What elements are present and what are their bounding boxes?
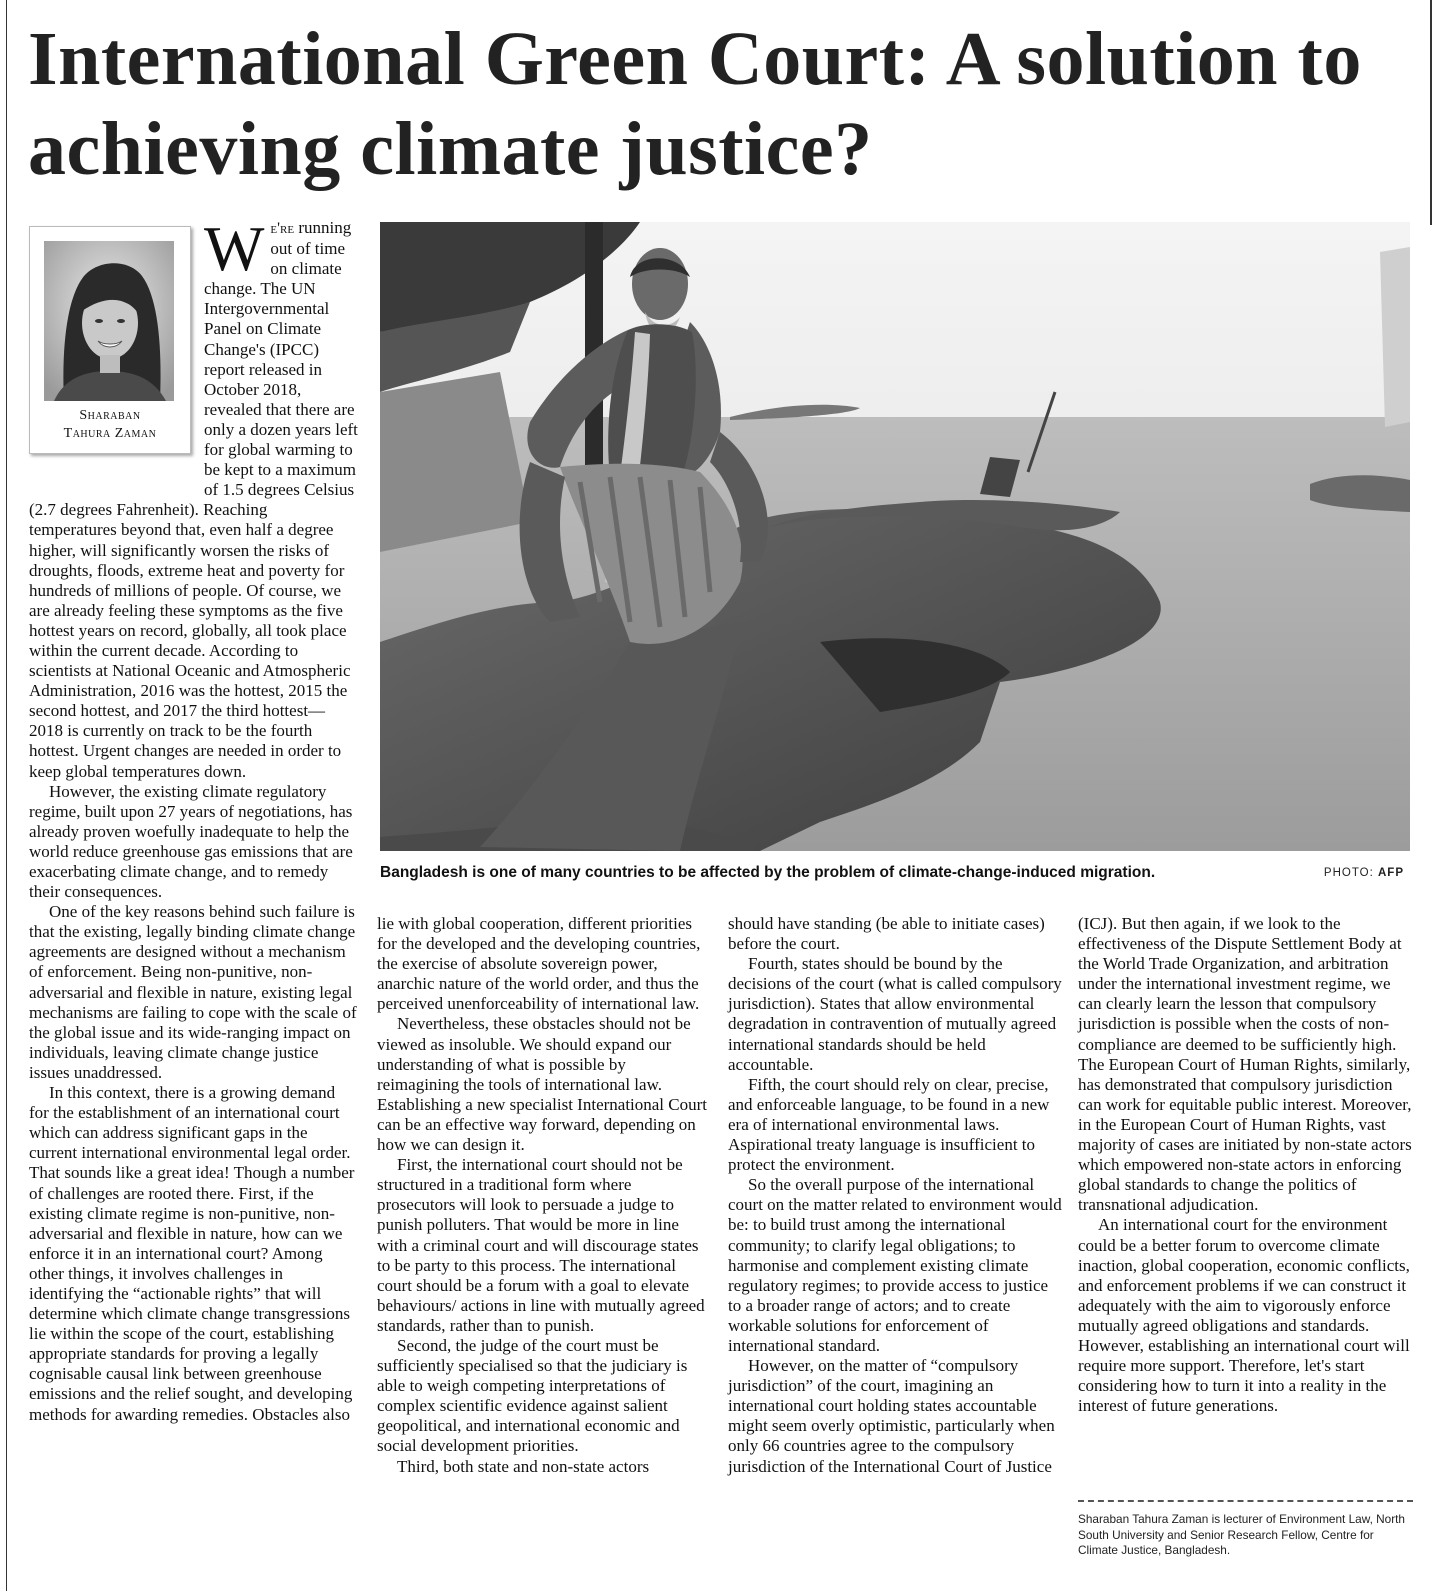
article-paragraph: One of the key reasons behind such failure is that the existing, legally binding climate change agreements are designed without a mechanism of enforcement. Being non-punitive, non-adversarial and flexible in nature, existing legal mechanisms are failing to cope with the scale of the global issue and its wide-ranging impact on individuals, leaving climate change justice issues unaddressed. bbox=[29, 902, 357, 1082]
article-paragraph: Fourth, states should be bound by the decisions of the court (what is called compulsory jurisdiction). States that allow environmental degradation in contravention of mutually agreed international standards should be held accountable. bbox=[728, 954, 1062, 1074]
photo-credit-label: PHOTO: bbox=[1323, 867, 1374, 879]
author-name-line1: Sharaban bbox=[79, 408, 141, 423]
author-box-spacer bbox=[29, 218, 204, 482]
article-paragraph: Fifth, the court should rely on clear, precise, and enforceable language, to be found in a new era of international environmental laws. Aspirational treaty language is insufficient to protect the environment. bbox=[728, 1074, 1050, 1175]
article-column-2 bbox=[377, 914, 710, 1477]
photo-caption-text: Bangladesh is one of many countries to be affected by the problem of climate-change-induced migration. bbox=[380, 864, 1156, 881]
headline: International Green Court: A solution to achieving climate justice? bbox=[28, 17, 1362, 191]
article-paragraph: lie with global cooperation, different priorities for the developed and the developing countries, the exercise of absolute sovereign power, anarchic nature of the world order, and thus the perceived unenforceability of international law. bbox=[377, 914, 701, 1014]
photo-credit-source: AFP bbox=[1378, 867, 1404, 879]
left-column-rule bbox=[6, 0, 7, 1591]
article-paragraph: An international court for the environment could be a better forum to overcome climate inaction, global cooperation, economic conflicts, and enforcement problems if we can construct it adequately with the aim to vigorously enforce mutually agreed obligations and standards. However, establishing an international court will require more support. Therefore, let's start considering how to turn it into a reality in the interest of future generations. bbox=[1078, 1215, 1410, 1416]
photo-caption bbox=[380, 864, 1410, 888]
article-paragraph: However, the existing climate regulatory regime, built upon 27 years of negotiations, has already proven woefully inadequate to help the world reduce greenhouse gas emissions that are exacerbating climate change, and to remedy their consequences. bbox=[29, 781, 353, 902]
main-photo bbox=[380, 222, 1410, 851]
article-paragraph: Nevertheless, these obstacles should not be viewed as insoluble. We should expand our understanding of what is possible by reimagining the tools of international law. Establishing a new specialist International Court can be an effective way forward, depending on how we can design it. bbox=[377, 1014, 708, 1155]
article-paragraph: Third, both state and non-state actors bbox=[397, 1456, 650, 1476]
article-paragraph: Second, the judge of the court must be sufficiently specialised so that the judiciary is able to weigh competing interpretations of complex scientific evidence against salient geopolitical, and international economic and social development priorities. bbox=[377, 1335, 688, 1456]
article-column-1 bbox=[29, 213, 359, 1425]
author-bio: Sharaban Tahura Zaman is lecturer of Environment Law, North South University and Senior Research Fellow, Centre for Climate Justice, Bangladesh. bbox=[1078, 1500, 1413, 1559]
article-paragraph: In this context, there is a growing demand for the establishment of an international court which can address significant gaps in the current international environmental legal order. That sounds like a great idea! Though a number of challenges are rooted there. First, if the existing climate regime is non-punitive, non-adversarial and flexible in nature, how can we enforce it in an international court? Among other things, it involves challenges in identifying the “actionable rights” that will determine which climate change transgressions lie within the scope of the court, establishing appropriate standards for proving a legally cognisable causal link between greenhouse emissions and the relief sought, and developing methods for awarding remedies. Obstacles also bbox=[29, 1083, 355, 1424]
article-paragraph: (ICJ). But then again, if we look to the effectiveness of the Dispute Settlement Body at the World Trade Organization, and arbitration under the international investment regime, we can clearly learn the lesson that compulsory jurisdiction is possible when the costs of non-compliance are deemed to be sufficiently high. The European Court of Human Rights, similarly, has demonstrated that compulsory jurisdiction can work for equitable public interest. Moreover, in the European Court of Human Rights, vast majority of cases are initiated by non-state actors which empowered non-state actors in enforcing global standards to change the politics of transnational adjudication. bbox=[1078, 914, 1412, 1215]
lede-smallcaps: e're bbox=[270, 220, 295, 237]
photo-credit bbox=[1324, 867, 1404, 879]
article-column-3 bbox=[728, 914, 1063, 1477]
lede-text: running out of time on climate change. The UN Intergovernmental Panel on Climate Change's (IPCC) report released in October 2018, revealed that there are only a dozen years left for global warming to be kept to a maximum of 1.5 degrees Celsius (2.7 degrees Fahrenheit). Reaching temperatures beyond that, even half a degree higher, will significantly worsen the risks of droughts, floods, extreme heat and poverty for hundreds of millions of people. Of course, we are already feeling these symptoms as the five hottest years on record, globally, all took place within the current decade. According to scientists at National Oceanic and Atmospheric Administration, 2016 was the hottest, 2015 the second hottest, and 2017 the third hottest—2018 is currently on track to be the fourth hottest. Urgent changes are needed in order to keep global temperatures down. bbox=[29, 218, 358, 781]
dropcap-letter: W bbox=[204, 213, 265, 284]
article-paragraph: First, the international court should not be structured in a traditional form where prosecutors will look to persuade a judge to punish polluters. That would be more in line with a criminal court and will discourage states to be party to this process. The international court should be a forum with a goal to elevate behaviours/ actions in line with mutually agreed standards, rather than to punish. bbox=[377, 1155, 705, 1335]
article-column-4 bbox=[1078, 914, 1413, 1416]
article-paragraph: should have standing (be able to initiate cases) before the court. bbox=[728, 914, 1045, 954]
right-column-rule bbox=[1430, 0, 1432, 225]
article-paragraph: However, on the matter of “compulsory jurisdiction” of the court, imagining an international court holding states accountable might seem overly optimistic, particularly when only 66 countries agree to the compulsory jurisdiction of the International Court of Justice bbox=[728, 1356, 1055, 1476]
author-name-line2: Tahura Zaman bbox=[63, 426, 157, 441]
article-paragraph: So the overall purpose of the international court on the matter related to environment would be: to build trust among the international community; to clarify legal obligations; to harmonise and complement existing climate regulatory regimes; to provide access to justice to a broader range of actors; and to create workable solutions for enforcement of international standard. bbox=[728, 1175, 1062, 1355]
